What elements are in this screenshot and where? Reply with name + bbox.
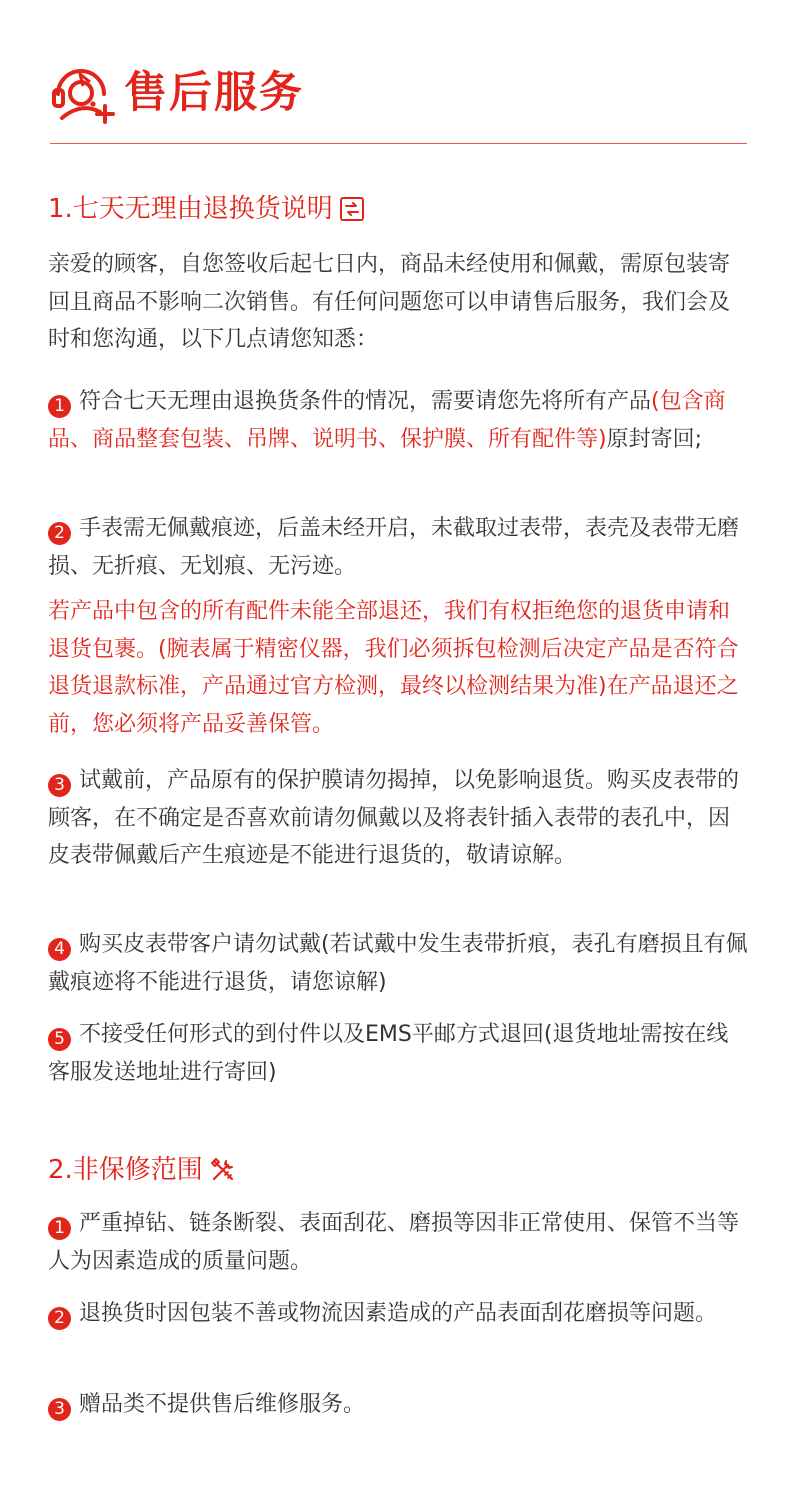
header-divider <box>50 143 747 144</box>
number-badge: 2 <box>48 1307 71 1330</box>
item-text: 不接受任何形式的到付件以及EMS平邮方式退回(退货地址需按在线客服发送地址进行寄回) <box>48 1022 729 1085</box>
number-badge: 3 <box>48 774 71 797</box>
tools-icon <box>209 1156 237 1184</box>
number-badge: 1 <box>48 395 71 418</box>
item-text: 严重掉钻、链条断裂、表面刮花、磨损等因非正常使用、保管不当等人为因素造成的质量问题。 <box>48 1211 740 1274</box>
list-item <box>48 1205 748 1280</box>
item-text: 手表需无佩戴痕迹，后盖未经开启，未截取过表带，表壳及表带无磨损、无折痕、无划痕、无污迹。 <box>48 516 740 579</box>
item-text: 试戴前，产品原有的保护膜请勿揭掉，以免影响退货。购买皮表带的顾客，在不确定是否喜欢前请勿佩戴以及将表针插入表带的表孔中，因皮表带佩戴后产生痕迹是不能进行退货的，敬请谅解。 <box>48 768 740 868</box>
number-badge: 2 <box>48 522 71 545</box>
item-text: 购买皮表带客户请勿试戴(若试戴中发生表带折痕，表孔有磨损且有佩戴痕迹将不能进行退货，请您谅解) <box>48 932 748 995</box>
item-note: 若产品中包含的所有配件未能全部退还，我们有权拒绝您的退货申请和退货包裹。(腕表属于精密仪器，我们必须拆包检测后决定产品是否符合退货退款标准，产品通过官方检测，最终以检测结果为准)在产品退还之前，您必须将产品妥善保管。 <box>48 599 739 737</box>
page-title: 售后服务 <box>124 67 304 118</box>
number-badge: 1 <box>48 1217 71 1240</box>
list-item <box>48 510 748 585</box>
section-1-intro: 亲爱的顾客，自您签收后起七日内，商品未经使用和佩戴，需原包装寄回且商品不影响二次销售。有任何问题您可以申请售后服务，我们会及时和您沟通，以下几点请您知悉： <box>48 252 731 352</box>
number-badge: 4 <box>48 938 71 961</box>
list-item <box>48 383 748 458</box>
list-item <box>48 762 748 875</box>
list-item <box>48 926 748 1001</box>
item-text: 符合七天无理由退换货条件的情况，需要请您先将所有产品 <box>79 389 652 414</box>
item-tail: 原封寄回; <box>606 426 703 452</box>
page-header <box>50 60 304 126</box>
section-2-title: 2.非保修范围 <box>48 1155 203 1185</box>
number-badge: 3 <box>48 1398 71 1421</box>
document-icon <box>339 196 365 222</box>
number-badge: 5 <box>48 1028 71 1051</box>
customer-service-icon <box>50 60 116 126</box>
section-1-title: 1.七天无理由退换货说明 <box>48 194 333 224</box>
item-text: 赠品类不提供售后维修服务。 <box>79 1392 366 1417</box>
item-highlight: (包含商品、商品整套包装、吊牌、说明书、保护膜、所有配件等) <box>48 389 726 452</box>
item-text: 退换货时因包装不善或物流因素造成的产品表面刮花磨损等问题。 <box>79 1301 718 1326</box>
list-item <box>48 1386 748 1424</box>
list-item <box>48 1016 748 1091</box>
section-1-heading <box>48 196 365 222</box>
list-item <box>48 1295 748 1333</box>
section-2-heading <box>48 1156 237 1184</box>
